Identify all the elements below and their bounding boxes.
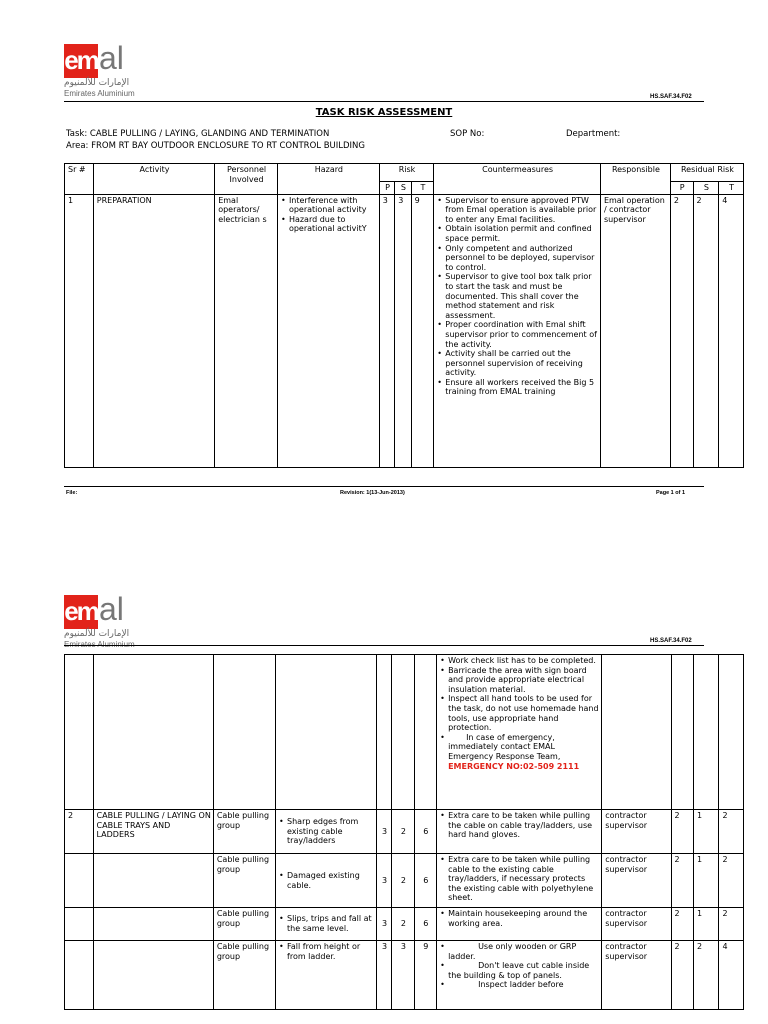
row1-countermeasures	[434, 194, 601, 467]
row4-t: 6	[414, 908, 436, 941]
logo-mark: em	[64, 595, 98, 629]
row2-res-s: 1	[693, 810, 718, 854]
row4-countermeasures	[437, 908, 602, 941]
col-res-p: P	[670, 182, 693, 195]
row1-hazard-2: • Hazard due to operational activitY	[281, 215, 377, 234]
col-residual: Residual Risk	[670, 164, 743, 182]
col-responsible: Responsible	[600, 164, 670, 195]
row1-p: 3	[379, 194, 394, 467]
row1-res-t: 4	[719, 194, 744, 467]
row2-responsible: contractor supervisor	[602, 810, 671, 854]
sop-label: SOP No:	[450, 129, 485, 139]
row3-personnel: Cable pulling group	[213, 854, 275, 908]
row2-hazard	[276, 810, 377, 854]
row5-res-p: 2	[671, 941, 693, 1010]
page-title: TASK RISK ASSESSMENT	[315, 107, 453, 118]
risk-table-continued	[64, 654, 744, 1010]
row1-cm-5: • Proper coordination with Emal shift supervisor prior to commencement of the activity.	[437, 320, 598, 349]
row5-p: 3	[376, 941, 391, 1010]
row3-res-s: 1	[693, 854, 718, 908]
row2-sr: 2	[65, 810, 94, 854]
row4-hazard	[276, 908, 377, 941]
cont-cm-4	[440, 733, 599, 771]
col-personnel: Personnel Involved	[215, 164, 278, 195]
row2-personnel: Cable pulling group	[213, 810, 275, 854]
row1-s: 3	[395, 194, 411, 467]
table-row	[65, 908, 744, 941]
row5-cm-3: • Inspect ladder before	[440, 980, 599, 990]
table-row	[65, 854, 744, 908]
row2-t: 6	[414, 810, 436, 854]
doc-ref: HS.SAF.34.F02	[650, 94, 692, 100]
row1-cm-1: • Supervisor to ensure approved PTW from Emal operation is available prior to enter any Emal facilities.	[437, 196, 598, 225]
table-row	[65, 810, 744, 854]
logo-arabic: الإمارات للألمنيوم	[64, 629, 130, 639]
cont-cm-2: • Barricade the area with sign board and provide appropriate electrical insulation material.	[440, 666, 599, 695]
row2-activity: CABLE PULLING / LAYING ON CABLE TRAYS AND LADDERS	[93, 810, 213, 854]
row5-cm-2: • Don't leave cut cable inside the building & top of panels.	[440, 961, 599, 980]
row2-hazard-item: • Sharp edges from existing cable tray/ladders	[279, 817, 374, 846]
row1-res-s: 2	[693, 194, 719, 467]
row4-res-p: 2	[671, 908, 693, 941]
row2-s: 2	[392, 810, 414, 854]
emergency-number: EMERGENCY NO:02-509 2111	[448, 761, 580, 771]
area-label: Area: FROM RT BAY OUTDOOR ENCLOSURE TO RT CONTROL BUILDING	[66, 141, 365, 151]
col-activity: Activity	[93, 164, 214, 195]
row5-personnel: Cable pulling group	[213, 941, 275, 1010]
row5-hazard	[276, 941, 377, 1010]
row1-hazard-1: • Interference with operational activity	[281, 196, 377, 215]
row2-p: 3	[376, 810, 391, 854]
col-sr: Sr #	[65, 164, 94, 195]
row4-p: 3	[376, 908, 391, 941]
row5-res-s: 2	[693, 941, 718, 1010]
row5-responsible: contractor supervisor	[602, 941, 671, 1010]
row1-cm-7: • Ensure all workers received the Big 5 training from EMAL training	[437, 378, 598, 397]
col-hazard: Hazard	[277, 164, 379, 195]
row1-res-p: 2	[670, 194, 693, 467]
document-page-2	[0, 575, 768, 1024]
emal-logo	[64, 40, 164, 104]
row4-res-s: 1	[693, 908, 718, 941]
row4-cm-item: • Maintain housekeeping around the working area.	[440, 909, 599, 928]
risk-table	[64, 163, 744, 468]
row3-cm-item: • Extra care to be taken while pulling cable to the existing cable tray/ladders, if necessary protects the existing cable with polyethylene sheet.	[440, 855, 599, 903]
col-risk-s: S	[395, 182, 411, 195]
table-row	[65, 194, 744, 467]
row2-cm-item: • Extra care to be taken while pulling the cable on cable tray/ladders, use hard hand gloves.	[440, 811, 599, 840]
table-row	[65, 655, 744, 810]
row4-personnel: Cable pulling group	[213, 908, 275, 941]
row3-p: 3	[376, 854, 391, 908]
row5-countermeasures	[437, 941, 602, 1010]
col-risk-p: P	[379, 182, 394, 195]
row4-s: 2	[392, 908, 414, 941]
footer-page: Page 1 of 1	[656, 490, 686, 496]
row1-personnel: Emal operators/ electrician s	[215, 194, 278, 467]
row1-cm-3: • Only competent and authorized personnel to be deployed, supervisor to control.	[437, 244, 598, 273]
row1-t: 9	[411, 194, 434, 467]
row3-s: 2	[392, 854, 414, 908]
logo-suffix: al	[99, 40, 124, 76]
row1-hazard	[277, 194, 379, 467]
row3-hazard-item: • Damaged existing cable.	[279, 871, 374, 890]
col-countermeasures: Countermeasures	[434, 164, 601, 195]
row1-cm-6: • Activity shall be carried out the personnel supervision of receiving activity.	[437, 349, 598, 378]
doc-ref: HS.SAF.34.F02	[650, 638, 692, 644]
header-row	[65, 164, 744, 182]
row3-responsible: contractor supervisor	[602, 854, 671, 908]
emal-logo	[64, 591, 164, 655]
footer-file: File:	[66, 490, 78, 496]
row5-t: 9	[414, 941, 436, 1010]
emergency-text: In case of emergency, immediately contact EMAL Emergency Response Team,	[448, 732, 561, 761]
header-rule	[64, 101, 704, 102]
row3-t: 6	[414, 854, 436, 908]
row5-s: 3	[392, 941, 414, 1010]
row5-hazard-item: • Fall from height or from ladder.	[279, 942, 374, 961]
cont-countermeasures	[437, 655, 602, 810]
col-risk: Risk	[379, 164, 434, 182]
row4-responsible: contractor supervisor	[602, 908, 671, 941]
logo-english: Emirates Aluminium	[64, 89, 135, 98]
row1-responsible: Emal operation / contractor supervisor	[600, 194, 670, 467]
col-res-t: T	[719, 182, 744, 195]
footer-revision: Revision: 1(13-Jun-2013)	[340, 490, 405, 496]
cont-cm-1: • Work check list has to be completed.	[440, 656, 599, 666]
table-row	[65, 941, 744, 1010]
row3-res-t: 2	[719, 854, 744, 908]
logo-english: Emirates Aluminium	[64, 640, 135, 649]
col-res-s: S	[693, 182, 719, 195]
row2-countermeasures	[437, 810, 602, 854]
logo-mark: em	[64, 44, 98, 78]
row5-cm-1: • Use only wooden or GRP ladder.	[440, 942, 599, 961]
department-label: Department:	[566, 129, 621, 139]
header-rule	[64, 645, 704, 646]
row3-res-p: 2	[671, 854, 693, 908]
logo-arabic: الإمارات للألمنيوم	[64, 78, 130, 88]
row5-res-t: 4	[719, 941, 744, 1010]
logo-suffix: al	[99, 591, 124, 627]
row4-res-t: 2	[719, 908, 744, 941]
row4-hazard-item: • Slips, trips and fall at the same level.	[279, 914, 374, 933]
col-risk-t: T	[411, 182, 434, 195]
row3-countermeasures	[437, 854, 602, 908]
row1-activity: PREPARATION	[93, 194, 214, 467]
row1-sr: 1	[65, 194, 94, 467]
row2-res-p: 2	[671, 810, 693, 854]
footer-rule	[64, 486, 704, 487]
row2-res-t: 2	[719, 810, 744, 854]
task-label: Task: CABLE PULLING / LAYING, GLANDING AND TERMINATION	[66, 129, 330, 139]
row3-hazard	[276, 854, 377, 908]
row1-cm-4: • Supervisor to give tool box talk prior to start the task and must be documented. This shall cover the method statement and risk assessment.	[437, 272, 598, 320]
cont-cm-3: • Inspect all hand tools to be used for the task, do not use homemade hand tools, use appropriate hand protection.	[440, 694, 599, 732]
row1-cm-2: • Obtain isolation permit and confined space permit.	[437, 224, 598, 243]
